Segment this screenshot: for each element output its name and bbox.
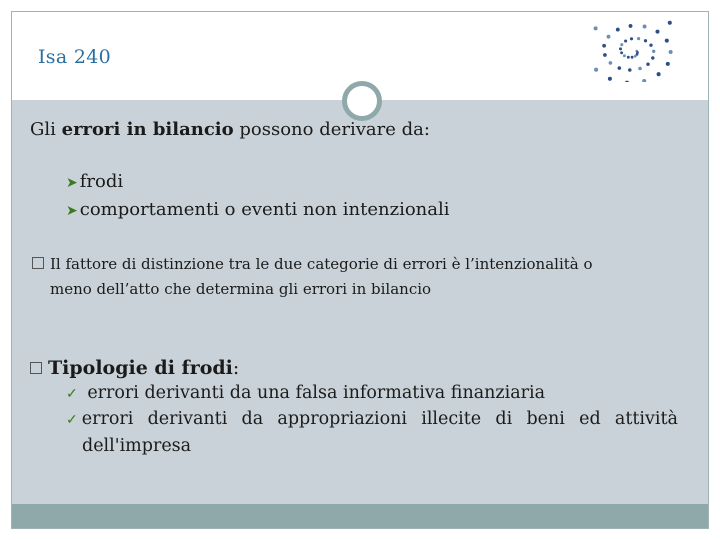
slide-footer-bar (12, 504, 708, 528)
typologies-heading (30, 357, 239, 379)
list-item-word: ed (579, 409, 601, 429)
list-item (66, 409, 678, 429)
distinction-line (32, 255, 593, 273)
distinction-text-1: Il fattore di distinzione tra le due categorie di errori è l’intenzionalità o (50, 255, 593, 273)
spiral-dots-icon (592, 20, 674, 82)
check-bullet-icon: ✓ (66, 412, 78, 428)
intro-prefix: Gli (30, 119, 62, 140)
list-item-text: comportamenti o eventi non intenzionali (79, 199, 450, 220)
list-item-continuation: dell'impresa (82, 436, 192, 456)
list-item-word: beni (526, 409, 565, 429)
list-item-text: errori derivanti da una falsa informativa finanziaria (87, 383, 546, 403)
list-item-word: ✓ errori (66, 409, 134, 429)
arrow-bullet-icon: ➤ (66, 203, 78, 219)
intro-bold: errori in bilancio (61, 119, 234, 140)
list-item (66, 199, 450, 220)
list-item (66, 171, 123, 192)
slide-title: Isa 240 (38, 46, 111, 68)
typologies-bold: Tipologie di frodi (48, 357, 233, 379)
list-item-word: derivanti (147, 409, 228, 429)
check-bullet-icon: ✓ (66, 386, 78, 402)
list-item-word: attività (614, 409, 678, 429)
list-item-word: di (495, 409, 513, 429)
list-item (66, 383, 545, 403)
arrow-bullet-icon: ➤ (66, 175, 78, 191)
list-item-word: appropriazioni (277, 409, 407, 429)
list-item-word: illecite (421, 409, 482, 429)
square-bullet-icon (30, 362, 42, 374)
list-item-text: frodi (79, 171, 124, 192)
distinction-line-2: meno dell’atto che determina gli errori in bilancio (50, 280, 432, 298)
intro-suffix: possono derivare da: (233, 119, 430, 140)
intro-line (30, 119, 430, 140)
typologies-colon: : (232, 357, 240, 379)
square-bullet-icon (32, 257, 44, 269)
list-item-word: da (241, 409, 264, 429)
ring-ornament (342, 81, 382, 121)
